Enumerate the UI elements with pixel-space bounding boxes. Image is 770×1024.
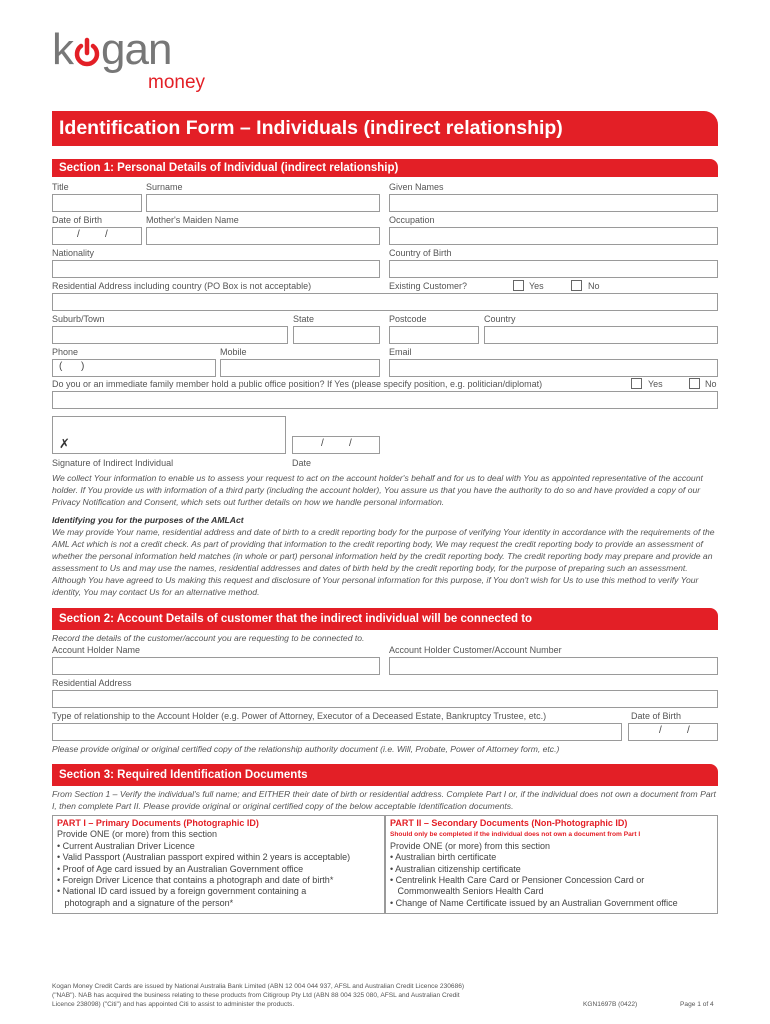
postcode-label: Postcode [389, 314, 427, 324]
public-office-no-label: No [705, 379, 717, 389]
occupation-label: Occupation [389, 215, 435, 225]
email-field[interactable] [389, 359, 718, 377]
account-holder-name-label: Account Holder Name [52, 645, 141, 655]
country-of-birth-field[interactable] [389, 260, 718, 278]
residential-address-field[interactable] [52, 293, 718, 311]
part2-title: PART II – Secondary Documents (Non-Photographic ID) [390, 818, 628, 828]
public-office-field[interactable] [52, 391, 718, 409]
title-field[interactable] [52, 194, 142, 212]
postcode-field[interactable] [389, 326, 479, 344]
part2-box [385, 815, 718, 914]
signature-date-field[interactable]: / / [292, 436, 380, 454]
country-of-birth-label: Country of Birth [389, 248, 452, 258]
aml-heading: Identifying you for the purposes of the AMLAct [52, 515, 244, 525]
email-label: Email [389, 347, 412, 357]
part1-box [52, 815, 385, 914]
section2-note: Please provide original or original certified copy of the relationship authority document (i.e. Will, Probate, Power of Attorney form, etc.) [52, 744, 560, 754]
surname-field[interactable] [146, 194, 380, 212]
dob-label: Date of Birth [52, 215, 103, 225]
part1-item: • Valid Passport (Australian passport expired within 2 years is acceptable) [57, 852, 351, 863]
part2-item: • Australian citizenship certificate [390, 863, 521, 874]
kogan-money-logo [52, 25, 222, 98]
suburb-label: Suburb/Town [52, 314, 105, 324]
surname-label: Surname [146, 182, 183, 192]
nationality-field[interactable] [52, 260, 380, 278]
account-number-label: Account Holder Customer/Account Number [389, 645, 562, 655]
form-title: Identification Form – Individuals (indirect relationship) [59, 117, 563, 139]
footer-disclaimer: Kogan Money Credit Cards are issued by National Australia Bank Limited (ABN 12 004 044 937, AFSL and Australian Credit Licence 230686) ("NAB"). NAB has acquired the business relating to these products from Citigroup Pty Ltd (ABN 88 004 325 080, AFSL and Australian Credit Licence 238098) ("Citi") and has appointed Citi to assist to administer the products. [52, 983, 465, 1008]
country-field[interactable] [484, 326, 718, 344]
relationship-type-label: Type of relationship to the Account Holder (e.g. Power of Attorney, Executor of a Deceased Estate, Bankruptcy Trustee, etc.) [52, 711, 547, 721]
logo-sub: money [148, 72, 206, 93]
part2-note: Should only be completed if the individual does not own a document from Part I [390, 831, 641, 839]
country-label: Country [484, 314, 516, 324]
signature-field[interactable] [52, 416, 286, 454]
section1-heading: Section 1: Personal Details of Individual (indirect relationship) [52, 159, 718, 177]
mobile-label: Mobile [220, 347, 247, 357]
residential-address-label: Residential Address including country (PO Box is not acceptable) [52, 281, 312, 291]
existing-customer-label: Existing Customer? [389, 281, 468, 291]
section3-intro: From Section 1 – Verify the individual's full name; and EITHER their date of birth or residential address. Complete Part I or, if the individual does not own a document from Part I, then complete Part II. Please provide original or original certified copy of the below acceptable Identification documents. [52, 789, 716, 812]
existing-customer-no-checkbox[interactable] [571, 280, 582, 291]
public-office-label: Do you or an immediate family member hold a public office position? If Yes (please specify position, e.g. politician/diplomat) [52, 379, 543, 389]
part1-item: • National ID card issued by a foreign government containing a [57, 886, 307, 897]
part1-title: PART I – Primary Documents (Photographic ID) [57, 818, 259, 828]
public-office-no-checkbox[interactable] [689, 378, 700, 389]
power-icon [73, 28, 101, 72]
form-title-bar [52, 111, 718, 146]
part1-item: • Proof of Age card issued by an Australian Government office [57, 863, 304, 874]
footer-code: KGN1697B (0422) [583, 1001, 638, 1008]
dob-field[interactable]: / / [52, 227, 142, 245]
public-office-yes-label: Yes [648, 379, 663, 389]
public-office-yes-checkbox[interactable] [631, 378, 642, 389]
part1-item: photograph and a signature of the person* [57, 897, 234, 908]
part2-item: • Centrelink Health Care Card or Pensioner Concession Card or [390, 875, 645, 886]
s2-dob-label: Date of Birth [631, 711, 682, 721]
mobile-field[interactable] [220, 359, 380, 377]
relationship-type-field[interactable] [52, 723, 622, 741]
signature-label: Signature of Indirect Individual [52, 458, 174, 468]
existing-customer-yes-label: Yes [529, 281, 544, 291]
maiden-name-field[interactable] [146, 227, 380, 245]
part1-item: • Current Australian Driver Licence [57, 840, 195, 851]
nationality-label: Nationality [52, 248, 95, 258]
phone-label: Phone [52, 347, 79, 357]
given-names-label: Given Names [389, 182, 444, 192]
existing-customer-no-label: No [588, 281, 600, 291]
occupation-field[interactable] [389, 227, 718, 245]
logo-wordmark: k gan [52, 25, 172, 74]
state-label: State [293, 314, 315, 324]
given-names-field[interactable] [389, 194, 718, 212]
state-field[interactable] [293, 326, 380, 344]
part1-provide: Provide ONE (or more) from this section [57, 829, 218, 840]
s2-dob-field[interactable]: / / [628, 723, 718, 741]
section2-heading: Section 2: Account Details of customer that the indirect individual will be connected to [52, 608, 718, 630]
account-holder-name-field[interactable] [52, 657, 380, 675]
s2-residential-address-label: Residential Address [52, 678, 132, 688]
footer-page: Page 1 of 4 [680, 1001, 714, 1008]
suburb-field[interactable] [52, 326, 288, 344]
part2-provide: Provide ONE (or more) from this section [390, 840, 551, 851]
existing-customer-yes-checkbox[interactable] [513, 280, 524, 291]
s2-residential-address-field[interactable] [52, 690, 718, 708]
signature-date-label: Date [292, 458, 312, 468]
phone-field[interactable]: ( ) [52, 359, 216, 377]
aml-paragraph: We may provide Your name, residential address and date of birth to a credit reporting body for the purpose of verifying Your identity in accordance with the requirements of the AML Act which is not a credit check. As part of providing that information to the credit reporting body, We may request the credit reporting body to provide an assessment of whether the personal information held matches (in whole or part) personal information held by the credit reporting body. The credit reporting body may prepare and provide an assessment to Us and may use the names, residential addresses and dates of birth held by the credit reporting body, for the purpose of preparing such an assessment. Although You have agreed to Us making this request and disclosure of Your personal information for this purpose, if You don't wish for Us to use this method to verify Your identity, You may contact Us for an alternative method. [52, 527, 715, 598]
part2-item: • Australian birth certificate [390, 852, 497, 863]
privacy-paragraph: We collect Your information to enable us to assess your request to act on the account holder's behalf and for us to deal with You as appointed representative of the account holder. If You provide us with information of a third party (including the account holder), You assure us that you have the authority to do so and have provided a copy of our Privacy Notification and Consent, which sets out further details on how we handle personal information. [52, 473, 703, 508]
part1-item: • Foreign Driver Licence that contains a photograph and date of birth* [57, 875, 334, 886]
section2-intro: Record the details of the customer/account you are requesting to be connected to. [52, 633, 365, 643]
signature-mark: ✗ [59, 436, 70, 451]
part2-item: Commonwealth Seniors Health Card [390, 886, 544, 897]
part2-item: • Change of Name Certificate issued by an Australian Government office [390, 897, 678, 908]
title-label: Title [52, 182, 69, 192]
section3-heading: Section 3: Required Identification Documents [52, 764, 718, 786]
maiden-name-label: Mother's Maiden Name [146, 215, 239, 225]
account-number-field[interactable] [389, 657, 718, 675]
